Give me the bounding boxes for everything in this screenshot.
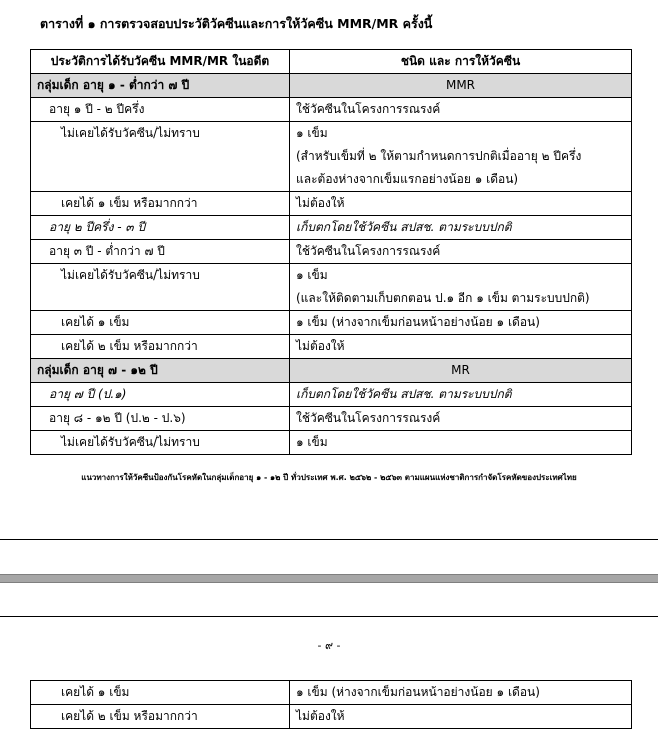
vaccine-cell-line: ใช้วัคซีนในโครงการรณรงค์ xyxy=(296,244,441,258)
vaccine-cell-line: ใช้วัคซีนในโครงการรณรงค์ xyxy=(296,411,441,425)
vaccine-cell-line: ไม่ต้องให้ xyxy=(296,196,345,210)
vaccine-cell-line: เก็บตกโดยใช้วัคซีน สปสช. ตามระบบปกติ xyxy=(296,387,512,401)
history-cell: เคยได้ ๒ เข็ม หรือมากกว่า xyxy=(31,705,290,729)
continuation-table-body xyxy=(31,681,632,729)
vaccine-cell-line: (สำหรับเข็มที่ ๒ ให้ตามกำหนดการปกติเมื่ออายุ ๒ ปีครึ่ง xyxy=(296,149,582,163)
table-group-row xyxy=(31,74,632,98)
history-cell: อายุ ๗ ปี (ป.๑) xyxy=(31,383,290,407)
vaccine-cell xyxy=(290,98,632,122)
history-cell: ไม่เคยได้รับวัคซีน/ไม่ทราบ xyxy=(31,264,290,311)
vaccine-cell-line: (และให้ติดตามเก็บตกตอน ป.๑ อีก ๑ เข็ม ตามระบบปกติ) xyxy=(296,291,590,305)
vaccine-cell xyxy=(290,407,632,431)
vaccine-cell xyxy=(290,335,632,359)
vaccine-cell xyxy=(290,122,632,192)
page-number: - ๙ - xyxy=(317,639,341,652)
vaccine-cell xyxy=(290,264,632,311)
vaccine-cell xyxy=(290,74,632,98)
vaccine-cell xyxy=(290,359,632,383)
history-cell: เคยได้ ๑ เข็ม xyxy=(31,311,290,335)
header-vaccine-type: ชนิด และ การให้วัคซีน xyxy=(290,50,632,74)
history-cell: เคยได้ ๒ เข็ม หรือมากกว่า xyxy=(31,335,290,359)
table-row xyxy=(31,407,632,431)
vaccine-cell-line: เก็บตกโดยใช้วัคซีน สปสช. ตามระบบปกติ xyxy=(296,220,512,234)
table-row xyxy=(31,98,632,122)
table-row xyxy=(31,311,632,335)
history-cell: เคยได้ ๑ เข็ม xyxy=(31,681,290,705)
vaccine-cell xyxy=(290,681,632,705)
vaccine-cell xyxy=(290,216,632,240)
vaccine-table-continuation xyxy=(30,680,632,729)
vaccine-cell xyxy=(290,192,632,216)
table-row xyxy=(31,240,632,264)
history-cell: กลุ่มเด็ก อายุ ๗ - ๑๒ ปี xyxy=(31,359,290,383)
header-history: ประวัติการได้รับวัคซีน MMR/MR ในอดีต xyxy=(31,50,290,74)
vaccine-cell-line: ๑ เข็ม xyxy=(296,435,328,449)
vaccine-cell xyxy=(290,705,632,729)
history-cell: อายุ ๑ ปี - ๒ ปีครึ่ง xyxy=(31,98,290,122)
vaccine-table xyxy=(30,49,632,455)
history-cell: กลุ่มเด็ก อายุ ๑ - ต่ำกว่า ๗ ปี xyxy=(31,74,290,98)
vaccine-cell-line: และต้องห่างจากเข็มแรกอย่างน้อย ๑ เดือน) xyxy=(296,172,519,186)
vaccine-cell-line: ใช้วัคซีนในโครงการรณรงค์ xyxy=(296,102,441,116)
table-row xyxy=(31,122,632,192)
vaccine-cell xyxy=(290,431,632,455)
vaccine-cell xyxy=(290,383,632,407)
vaccine-cell-line: ๑ เข็ม (ห่างจากเข็มก่อนหน้าอย่างน้อย ๑ เดือน) xyxy=(296,315,540,329)
table-row xyxy=(31,681,632,705)
vaccine-cell-line: MMR xyxy=(445,78,476,92)
vaccine-cell-line: ไม่ต้องให้ xyxy=(296,339,345,353)
table-row xyxy=(31,431,632,455)
vaccine-table-body xyxy=(31,74,632,455)
history-cell: เคยได้ ๑ เข็ม หรือมากกว่า xyxy=(31,192,290,216)
vaccine-cell xyxy=(290,311,632,335)
history-cell: อายุ ๒ ปีครึ่ง - ๓ ปี xyxy=(31,216,290,240)
table-group-row xyxy=(31,359,632,383)
table-footnote: แนวทางการให้วัคซีนป้องกันโรคหัดในกลุ่มเด็กอายุ ๑ - ๑๒ ปี ทั่วประเทศ พ.ศ. ๒๕๖๒ - ๒๕๖๓ ตามแผนแห่งชาติการกำจัดโรคหัดของประเทศไทย xyxy=(81,473,577,482)
table-row xyxy=(31,335,632,359)
page-divider-bottom xyxy=(0,616,658,617)
history-cell: ไม่เคยได้รับวัคซีน/ไม่ทราบ xyxy=(31,122,290,192)
table-row xyxy=(31,192,632,216)
history-cell: อายุ ๓ ปี - ต่ำกว่า ๗ ปี xyxy=(31,240,290,264)
table-row xyxy=(31,383,632,407)
page-divider-top xyxy=(0,539,658,540)
history-cell: อายุ ๘ - ๑๒ ปี (ป.๒ - ป.๖) xyxy=(31,407,290,431)
table-row xyxy=(31,264,632,311)
table-row xyxy=(31,705,632,729)
table-row xyxy=(31,216,632,240)
vaccine-cell-line: ไม่ต้องให้ xyxy=(296,709,345,723)
vaccine-cell-line: ๑ เข็ม xyxy=(296,268,328,282)
vaccine-cell-line: ๑ เข็ม (ห่างจากเข็มก่อนหน้าอย่างน้อย ๑ เดือน) xyxy=(296,685,540,699)
table-caption: ตารางที่ ๑ การตรวจสอบประวัติวัคซีนและการให้วัคซีน MMR/MR ครั้งนี้ xyxy=(40,16,433,31)
vaccine-cell-line: MR xyxy=(451,363,470,377)
history-cell: ไม่เคยได้รับวัคซีน/ไม่ทราบ xyxy=(31,431,290,455)
vaccine-cell xyxy=(290,240,632,264)
page-divider-gray xyxy=(0,574,658,583)
vaccine-cell-line: ๑ เข็ม xyxy=(296,126,328,140)
table-header-row xyxy=(31,50,632,74)
